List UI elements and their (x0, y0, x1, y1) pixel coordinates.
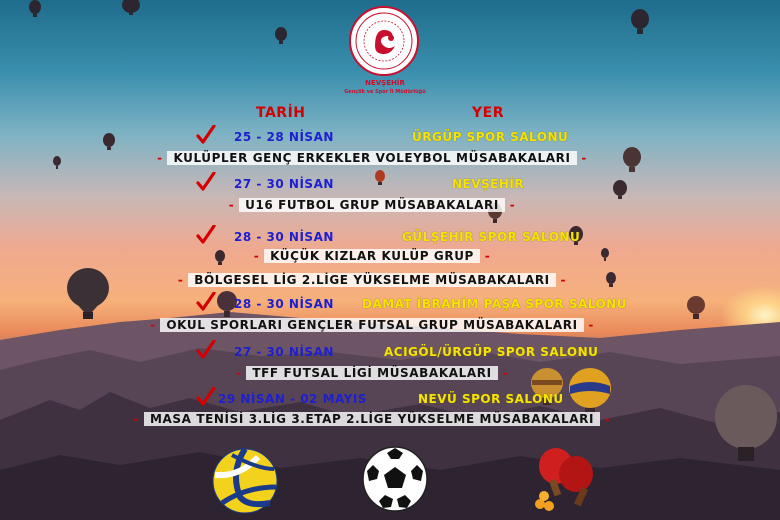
schedule-date: 25 - 28 NİSAN (234, 130, 334, 144)
schedule-event: - KULÜPLER GENÇ ERKEKLER VOLEYBOL MÜSABAKALARI - (157, 151, 587, 165)
logo-subtitle: Gençlik ve Spor İl Müdürlüğü (344, 89, 426, 95)
schedule-event: - MASA TENİSİ 3.LİG 3.ETAP 2.LİGE YÜKSELME MÜSABAKALARI - (133, 412, 611, 426)
schedule-date: 28 - 30 NİSAN (234, 297, 334, 311)
check-icon (196, 172, 216, 192)
hot-air-balloon (28, 0, 42, 18)
schedule-date: 29 NİSAN - 02 MAYIS (218, 392, 367, 406)
hot-air-balloon (686, 296, 706, 320)
schedule-place: ÜRGÜP SPOR SALONU (412, 130, 569, 144)
schedule-place: ACIGÖL/ÜRGÜP SPOR SALONU (384, 345, 599, 359)
hot-air-balloon (121, 0, 141, 16)
hot-air-balloon (612, 180, 628, 200)
schedule-event: - U16 FUTBOL GRUP MÜSABAKALARI - (228, 198, 516, 212)
schedule-event: - TFF FUTSAL LİGİ MÜSABAKALARI - (235, 366, 509, 380)
check-icon (196, 387, 216, 407)
schedule-date: 28 - 30 NİSAN (234, 230, 334, 244)
hot-air-balloon (374, 170, 386, 186)
table-tennis-icon (532, 446, 600, 516)
date-column-header: TARİH (256, 105, 306, 121)
schedule-event: - OKUL SPORLARI GENÇLER FUTSAL GRUP MÜSABAKALARI - (149, 318, 595, 332)
place-column-header: YER (472, 105, 504, 121)
check-icon (196, 292, 216, 312)
ministry-logo (349, 6, 419, 76)
check-icon (196, 125, 216, 145)
schedule-place: DAMAT İBRAHİM PAŞA SPOR SALONU (362, 297, 627, 311)
volleyball-icon (210, 447, 280, 515)
hot-air-balloon (102, 133, 116, 151)
check-icon (196, 225, 216, 245)
schedule-place: GÜLŞEHİR SPOR SALONU (402, 230, 581, 244)
check-icon (196, 340, 216, 360)
schedule-event: - KÜÇÜK KIZLAR KULÜP GRUP - (253, 249, 491, 263)
hot-air-balloon (630, 9, 650, 35)
soccer-ball-icon (361, 445, 429, 513)
schedule-date: 27 - 30 NİSAN (234, 177, 334, 191)
schedule-place: NEVÜ SPOR SALONU (418, 392, 564, 406)
schedule-event: - BÖLGESEL LİG 2.LİGE YÜKSELME MÜSABAKALARI - (177, 273, 567, 287)
schedule-date: 27 - 30 NİSAN (234, 345, 334, 359)
logo-title: NEVŞEHİR (365, 79, 405, 87)
hot-air-balloon (274, 27, 288, 45)
schedule-place: NEVŞEHİR (452, 177, 525, 191)
